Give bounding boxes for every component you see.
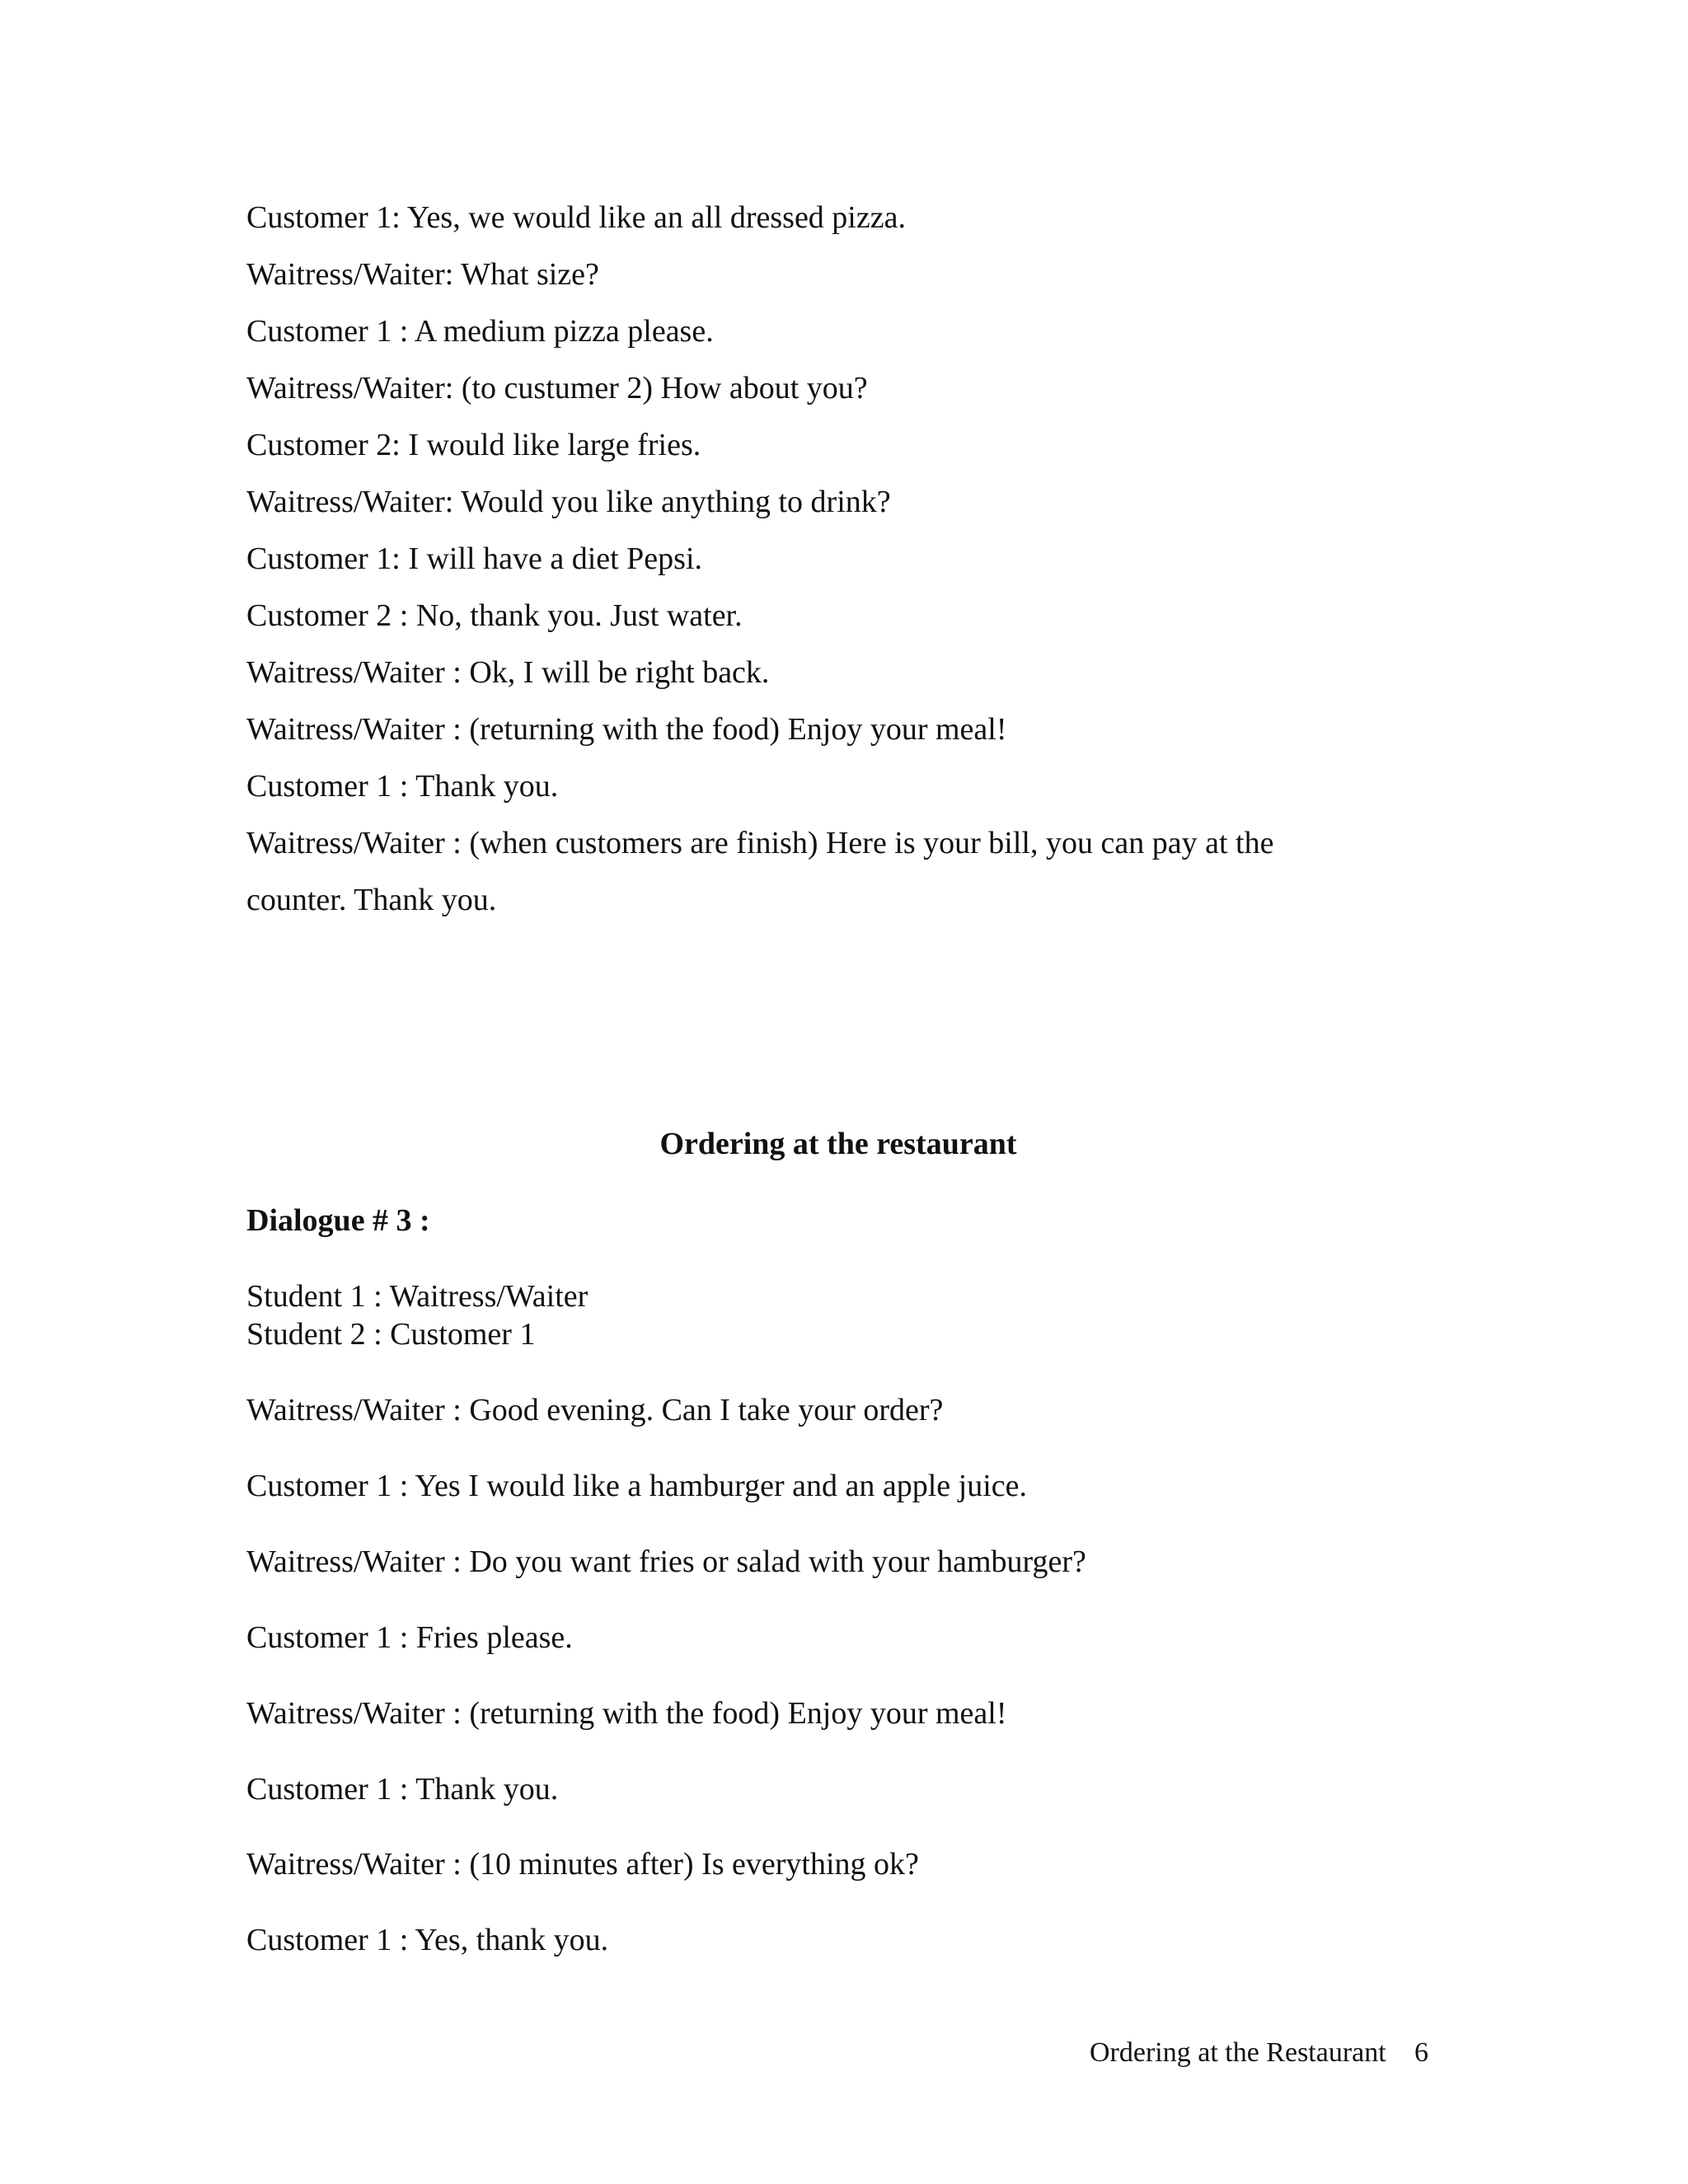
dialogue-line: Waitress/Waiter : (returning with the food) Enjoy your meal! <box>246 712 1007 747</box>
role-line: Student 2 : Customer 1 <box>246 1317 536 1352</box>
dialogue-line: Customer 1 : A medium pizza please. <box>246 314 714 349</box>
dialogue-line: Waitress/Waiter : (when customers are finish) Here is your bill, you can pay at the <box>246 826 1274 860</box>
dialogue-line: Waitress/Waiter: What size? <box>246 257 599 292</box>
dialogue-line: Customer 1 : Thank you. <box>246 769 559 804</box>
dialogue-line: Customer 1 : Thank you. <box>246 1772 559 1807</box>
dialogue-line: Waitress/Waiter : Do you want fries or salad with your hamburger? <box>246 1544 1086 1579</box>
dialogue-line: Waitress/Waiter: (to custumer 2) How about you? <box>246 371 868 405</box>
dialogue-line: Waitress/Waiter : (returning with the food) Enjoy your meal! <box>246 1696 1007 1731</box>
footer-title: Ordering at the Restaurant <box>1090 2037 1386 2068</box>
dialogue-line: Customer 1: I will have a diet Pepsi. <box>246 541 703 576</box>
dialogue-line: Customer 2 : No, thank you. Just water. <box>246 598 743 633</box>
dialogue-line: Customer 1 : Yes I would like a hamburger and an apple juice. <box>246 1469 1027 1503</box>
dialogue-line: Waitress/Waiter : (10 minutes after) Is everything ok? <box>246 1847 919 1882</box>
page-number: 6 <box>1414 2037 1428 2068</box>
dialogue-label: Dialogue # 3 : <box>246 1203 430 1238</box>
dialogue-line: Waitress/Waiter : Ok, I will be right back. <box>246 655 770 690</box>
dialogue-line: counter. Thank you. <box>246 883 497 917</box>
dialogue-line: Customer 1: Yes, we would like an all dressed pizza. <box>246 200 906 235</box>
dialogue-line: Customer 2: I would like large fries. <box>246 428 701 462</box>
dialogue-line: Customer 1 : Yes, thank you. <box>246 1923 609 1957</box>
dialogue-line: Waitress/Waiter : Good evening. Can I take your order? <box>246 1393 944 1427</box>
role-line: Student 1 : Waitress/Waiter <box>246 1279 588 1314</box>
dialogue-line: Customer 1 : Fries please. <box>246 1620 573 1655</box>
section-title: Ordering at the restaurant <box>659 1127 1017 1161</box>
dialogue-line: Waitress/Waiter: Would you like anything to drink? <box>246 485 891 519</box>
